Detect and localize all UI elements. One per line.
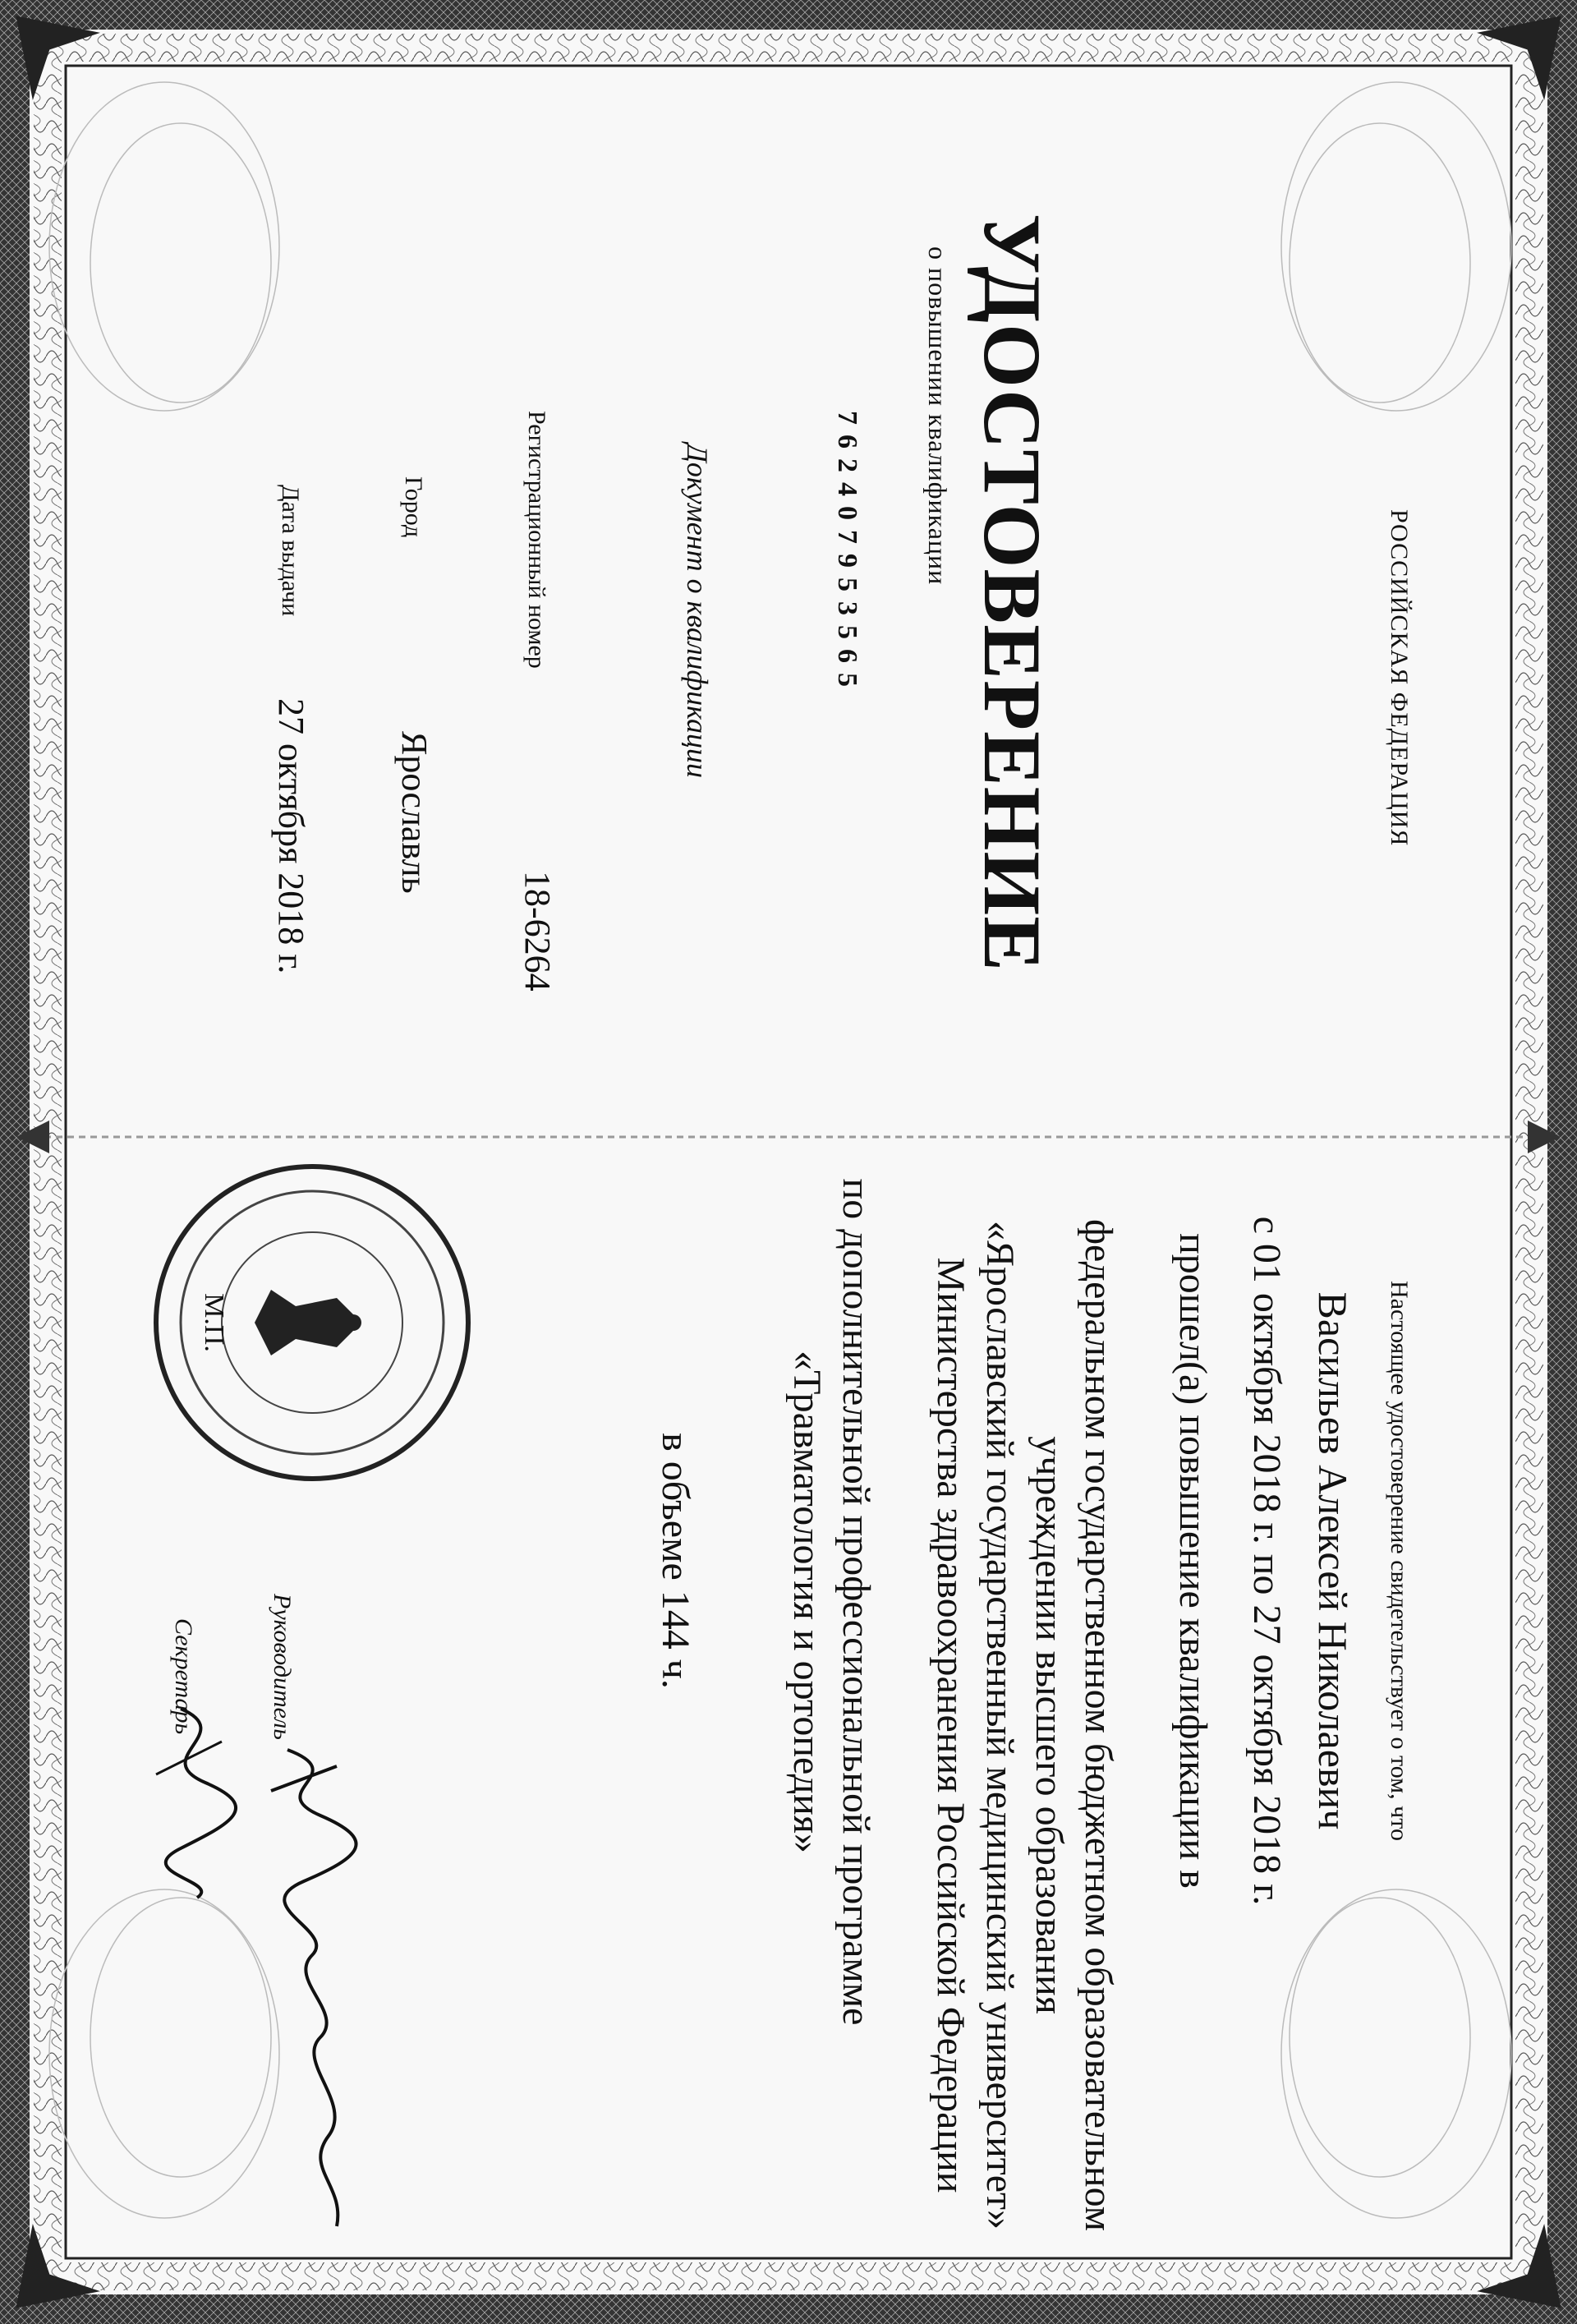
city-value: Ярославль — [394, 731, 434, 894]
seal-label: М.П. — [199, 1293, 229, 1352]
secretary-label: Секретарь — [170, 1618, 197, 1735]
institution-line-2: учреждении высшего образования — [1028, 1436, 1071, 2014]
head-label: Руководитель — [269, 1594, 296, 1740]
program-intro: по дополнительной профессиональной программе — [834, 1178, 878, 2026]
serial-number: 762407953565 — [832, 411, 862, 697]
study-period: с 01 октября 2018 г. по 27 октября 2018 г. — [1245, 1216, 1289, 1906]
body-page — [0, 1150, 1577, 2324]
registration-number: 18-6264 — [517, 871, 558, 992]
official-stamp — [148, 1158, 476, 1487]
issue-date-label: Дата выдачи — [277, 485, 304, 617]
program-volume: в объеме 144 ч. — [654, 1433, 697, 1689]
institution-line-1: федеральном государственном бюджетном образовательном — [1077, 1218, 1120, 2232]
institution-line-4: Министерства здравоохранения Российской Федерации — [929, 1257, 972, 2193]
document-type: Документ о квалификации — [681, 444, 714, 779]
issue-date-value: 27 октября 2018 г. — [271, 698, 311, 974]
completed-text: прошел(а) повышение квалификации в — [1171, 1233, 1215, 1889]
country-label: РОССИЙСКАЯ ФЕДЕРАЦИЯ — [1386, 509, 1413, 847]
city-label: Город — [400, 476, 427, 538]
intro-text: Настоящее удостоверение свидетельствует о том, что — [1386, 1281, 1413, 1841]
head-signature — [255, 1742, 370, 2234]
program-name: «Травматология и ортопедия» — [785, 1351, 829, 1853]
certificate-title: УДОСТОВЕРЕНИЕ — [967, 214, 1058, 972]
institution-line-3: «Ярославский государственный медицинский университет» — [978, 1220, 1022, 2230]
certificate-subtitle: о повышении квалификации — [923, 246, 953, 586]
registration-label: Регистрационный номер — [523, 411, 550, 669]
holder-name: Васильев Алексей Николаевич — [1310, 1291, 1356, 1830]
cover-page — [0, 0, 1577, 1150]
secretary-signature — [131, 1692, 246, 1906]
